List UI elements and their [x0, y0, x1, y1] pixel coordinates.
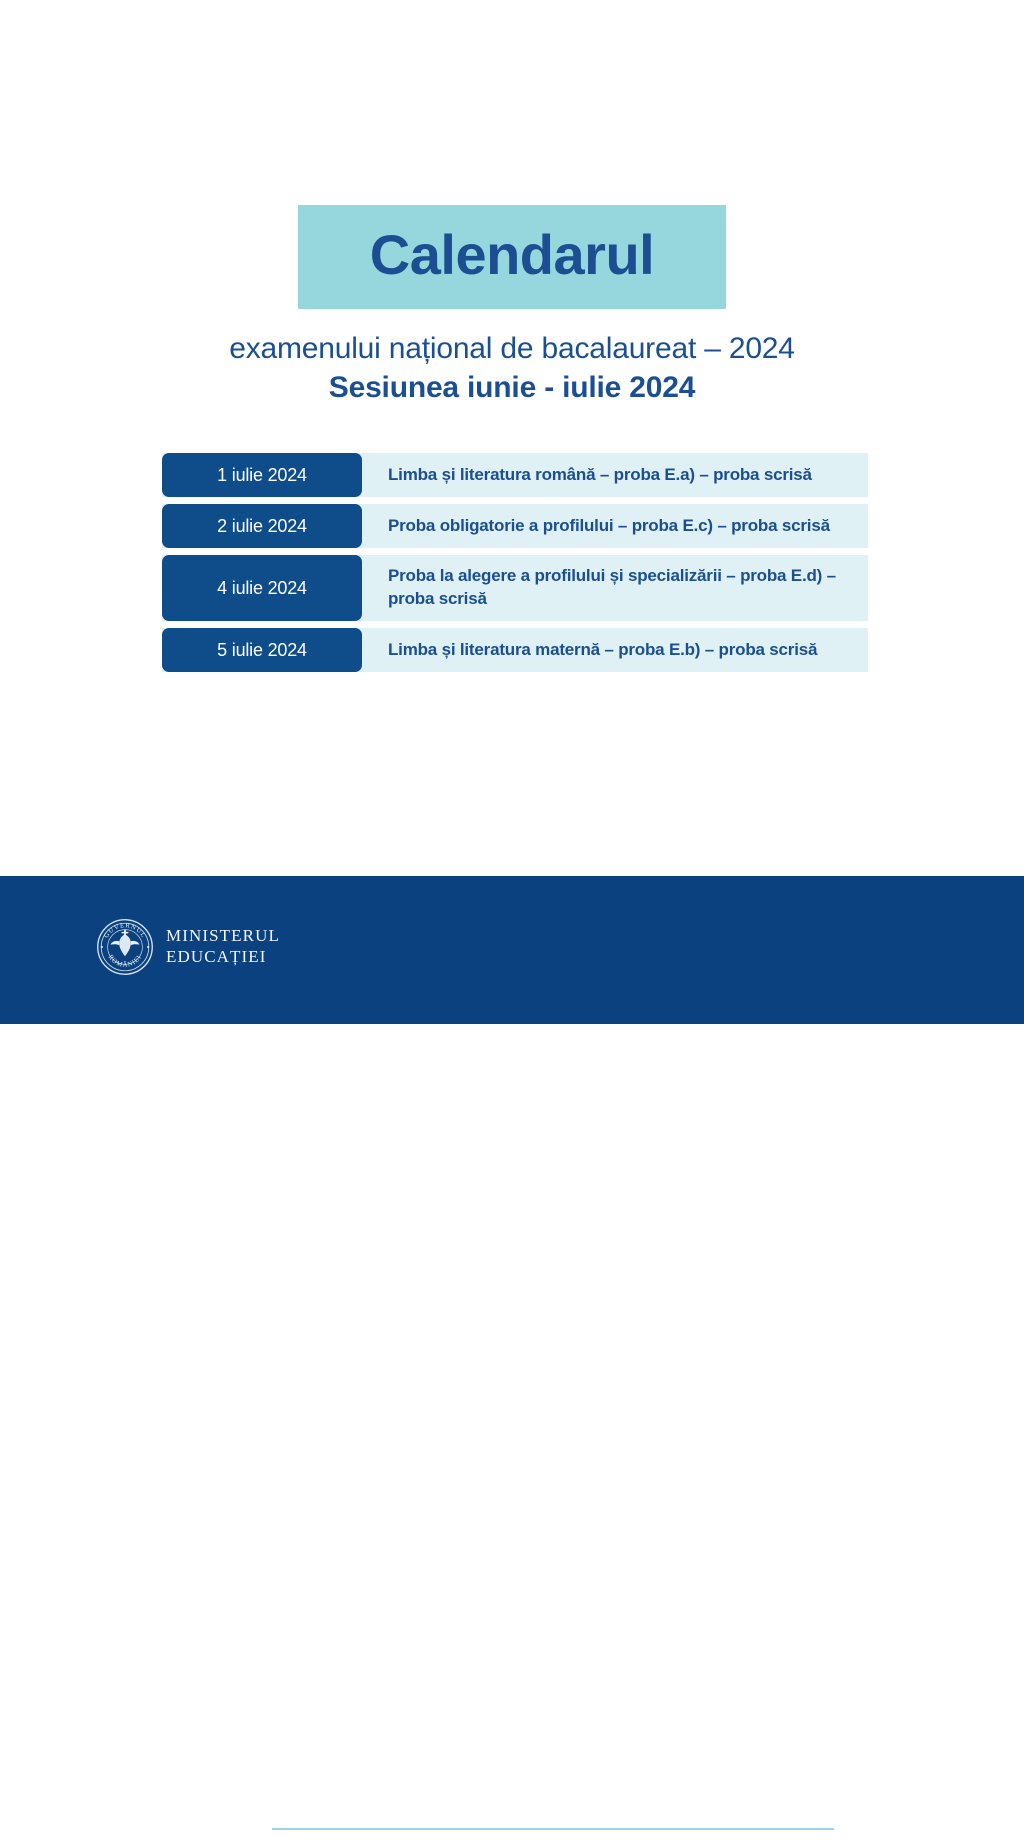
exam-description: Proba la alegere a profilului și specializării – proba E.d) – proba scrisă [388, 566, 836, 608]
exam-date-badge: 5 iulie 2024 [162, 628, 362, 672]
website-link[interactable]: edu.ro [851, 1814, 923, 1841]
table-row [162, 504, 868, 548]
exam-description: Limba și literatura maternă – proba E.b) – proba scrisă [388, 639, 818, 659]
exam-schedule-list [162, 453, 868, 679]
subtitle-primary: examenului național de bacalaureat – 2024 [229, 332, 795, 365]
exam-date-badge: 4 iulie 2024 [162, 555, 362, 621]
exam-description: Limba și literatura română – proba E.a) – proba scrisă [388, 464, 812, 484]
page-title: Calendarul [369, 223, 655, 286]
exam-date-badge: 2 iulie 2024 [162, 504, 362, 548]
table-row [162, 453, 868, 497]
romanian-government-seal-icon [96, 918, 154, 976]
ministry-name-line1: MINISTERUL [166, 926, 280, 946]
exam-description: Proba obligatorie a profilului – proba E.c) – proba scrisă [388, 515, 830, 535]
svg-text:GUVERNUL: GUVERNUL [102, 922, 148, 940]
page-title-block [0, 205, 1024, 309]
table-row [162, 628, 868, 672]
title-highlight-box [298, 205, 726, 309]
ministry-logo-group [96, 918, 280, 976]
ministry-name [166, 926, 280, 967]
subtitle-session: Sesiunea iunie - iulie 2024 [328, 371, 696, 405]
footer-bar [0, 876, 1024, 1841]
page-subtitle-block [0, 331, 1024, 406]
footer-divider [272, 1828, 834, 1830]
svg-text:ROMÂNIEI: ROMÂNIEI [106, 953, 144, 969]
exam-date-badge: 1 iulie 2024 [162, 453, 362, 497]
ministry-name-line2: EDUCAȚIEI [166, 947, 267, 966]
table-row [162, 555, 868, 621]
